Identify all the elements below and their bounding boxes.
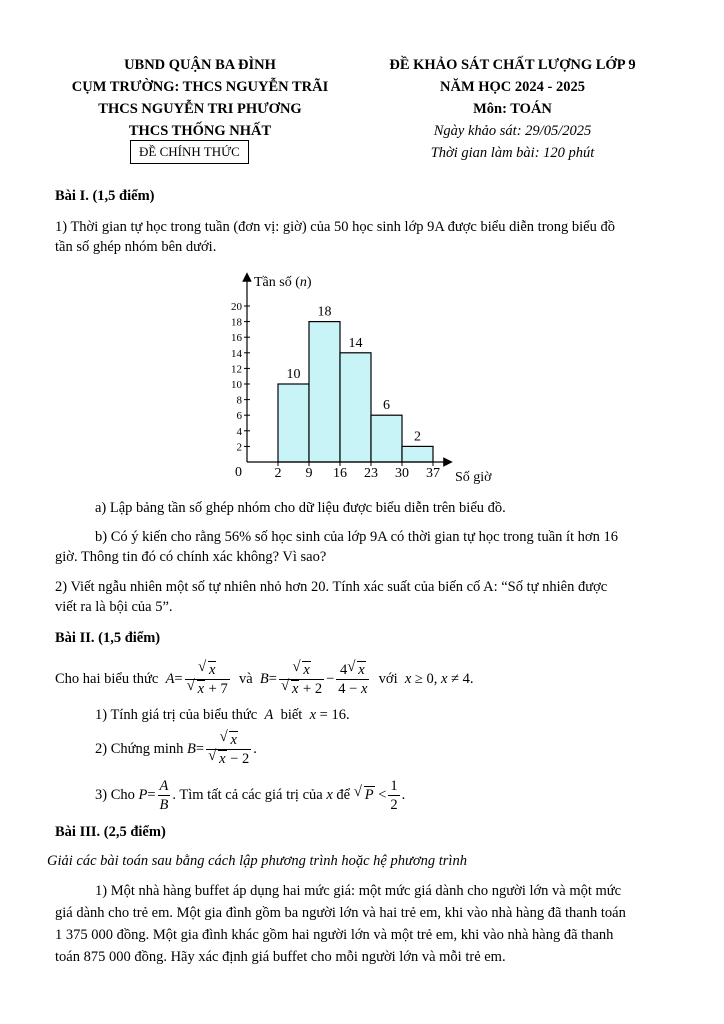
bai1-q1-line-1: 1) Thời gian tự học trong tuần (đơn vị: giờ) của 50 học sinh lớp 9A được biểu diễn trong biểu đồ xyxy=(55,219,615,235)
q3-mid2: để xyxy=(336,786,351,803)
bai3-line-3: 1 375 000 đồng. Một gia đình khác gồm hai người lớn và một trẻ em, khi vào nhà hàng đã thanh xyxy=(55,927,614,943)
bai1-q1-line-2: tần số ghép nhóm bên dưới. xyxy=(55,239,217,255)
and-text: và xyxy=(238,670,253,687)
expr-b-fraction-2: 4 √ x 4 − x xyxy=(338,658,368,697)
bai1-qa: a) Lập bảng tần số ghép nhóm cho dữ liệu được biểu diễn trên biểu đồ. xyxy=(95,500,506,516)
bar-data-label: 6 xyxy=(383,398,390,414)
expr-b-name: B xyxy=(259,670,269,687)
header-left-line-1: UBND QUẬN BA ĐÌNH xyxy=(124,57,276,73)
sqrt-p: √ P xyxy=(353,783,374,803)
bai3-line-1: 1) Một nhà hàng buffet áp dụng hai mức giá: một mức giá dành cho người lớn và một mức xyxy=(95,883,622,899)
y-tick-label: 8 xyxy=(236,394,242,407)
x-tick-label: 23 xyxy=(364,466,378,481)
x-tick-label: 37 xyxy=(426,466,440,481)
school-year: NĂM HỌC 2024 - 2025 xyxy=(440,79,585,95)
x-tick-label: 30 xyxy=(395,466,409,481)
bai2-intro: Cho hai biểu thức A = √ x √ x + 7 và B = √ x √ x + 2 − 4 √ x 4 − x với x ≥ 0, x ≠ 4. xyxy=(55,658,474,697)
header-left xyxy=(40,54,360,142)
q1-mid: biết xyxy=(280,707,303,723)
bai2-title: Bài II. (1,5 điểm) xyxy=(55,630,161,646)
bai1-q2-line-1: 2) Viết ngẫu nhiên một số tự nhiên nhỏ hơn 20. Tính xác suất của biến cố A: “Số tự nhiên được xyxy=(55,579,608,595)
bai3-line-4: toán 875 000 đồng. Hãy xác định giá buffet cho mỗi người lớn và mỗi trẻ em. xyxy=(55,949,506,965)
histogram-bar xyxy=(278,384,309,462)
y-tick-label: 2 xyxy=(236,441,242,454)
x-tick-label: 16 xyxy=(333,466,347,481)
histogram-bar xyxy=(402,446,433,462)
bai3-instruction: Giải các bài toán sau bằng cách lập phương trình hoặc hệ phương trình xyxy=(47,853,467,869)
bai1-qb-line-1: b) Có ý kiến cho rằng 56% số học sinh của lớp 9A có thời gian tự học trong tuần ít hơn 16 xyxy=(95,529,618,545)
expr-b-fraction-1: √ x √ x + 2 xyxy=(280,658,323,697)
bai1-qb-line-2: giờ. Thông tin đó có chính xác không? Vì sao? xyxy=(55,549,327,565)
header-left-line-2: CỤM TRƯỜNG: THCS NGUYỄN TRÃI xyxy=(71,79,329,95)
q3-text: 3) Cho xyxy=(95,786,135,803)
bar-data-label: 14 xyxy=(348,335,363,351)
q3-mid: . Tìm tất cả các giá trị của xyxy=(172,786,323,803)
bai3-title: Bài III. (2,5 điểm) xyxy=(55,824,166,840)
y-tick-label: 10 xyxy=(231,379,242,391)
condition: x ≥ 0, x ≠ 4. xyxy=(404,670,474,687)
intro-text: Cho hai biểu thức xyxy=(55,670,159,687)
y-tick-label: 18 xyxy=(231,316,242,329)
x-axis-label: Số giờ xyxy=(455,470,492,485)
bai2-q3: 3) Cho P = $\frac{A}{B}$ . Tìm tất cả các giá trị của x để √ P < $\frac{1}{2}$ . xyxy=(95,777,406,813)
bai2-q2: 2) Chứng minh B = √ x √ x − 2 . xyxy=(95,728,257,767)
q3-fraction-ab: $\frac{A}{B}$ xyxy=(159,777,169,813)
y-tick-label: 14 xyxy=(231,347,242,360)
cond-text: với xyxy=(378,670,398,687)
subject: Môn: TOÁN xyxy=(473,101,552,117)
bai3-line-2: giá dành cho trẻ em. Một gia đình gồm ba người lớn và hai trẻ em, khi vào nhà hàng đã thanh toán xyxy=(55,905,626,921)
bars-layer xyxy=(278,305,433,462)
y-tick-label: 12 xyxy=(231,363,242,376)
histogram-chart xyxy=(0,265,724,495)
x-tick-label: 9 xyxy=(305,466,313,481)
bar-data-label: 2 xyxy=(414,429,421,445)
bai1-q2-line-2: viết ra là bội của 5”. xyxy=(55,599,173,615)
q2-text: 2) Chứng minh xyxy=(95,740,184,757)
y-tick-label: 6 xyxy=(236,410,242,423)
x-ticks xyxy=(275,462,441,481)
expr-a-fraction: √ x √ x + 7 xyxy=(186,658,228,697)
histogram-bar xyxy=(340,353,371,462)
q3-fraction-half: $\frac{1}{2}$ xyxy=(390,777,398,813)
exam-title: ĐỀ KHẢO SÁT CHẤT LƯỢNG LỚP 9 xyxy=(389,57,636,73)
q2-fraction: √ x √ x − 2 xyxy=(208,728,250,767)
histogram-bar xyxy=(371,415,402,462)
bar-data-label: 18 xyxy=(317,304,332,320)
histogram-bar xyxy=(309,322,340,462)
header-left-line-4: THCS THỐNG NHẤT xyxy=(128,123,272,139)
origin-label: 0 xyxy=(235,465,242,480)
exam-time: Thời gian làm bài: 120 phút xyxy=(430,145,595,161)
y-tick-label: 16 xyxy=(231,332,242,345)
header-left-line-3: THCS NGUYỄN TRI PHƯƠNG xyxy=(98,101,302,117)
y-tick-label: 4 xyxy=(236,425,242,438)
q1-text: 1) Tính giá trị của biểu thức xyxy=(95,707,258,723)
x-tick-label: 2 xyxy=(274,466,282,481)
official-badge: ĐỀ CHÍNH THỨC xyxy=(130,140,249,164)
y-axis-label: Tần số (n) xyxy=(254,275,312,290)
expr-a-name: A xyxy=(165,670,175,687)
header-right xyxy=(360,54,665,164)
exam-date: Ngày khảo sát: 29/05/2025 xyxy=(433,123,592,139)
bar-data-label: 10 xyxy=(286,367,301,382)
bai1-title: Bài I. (1,5 điểm) xyxy=(55,188,155,204)
bai2-q1: 1) Tính giá trị của biểu thức A biết x = 16. xyxy=(95,707,350,723)
y-tick-label: 20 xyxy=(231,301,242,313)
